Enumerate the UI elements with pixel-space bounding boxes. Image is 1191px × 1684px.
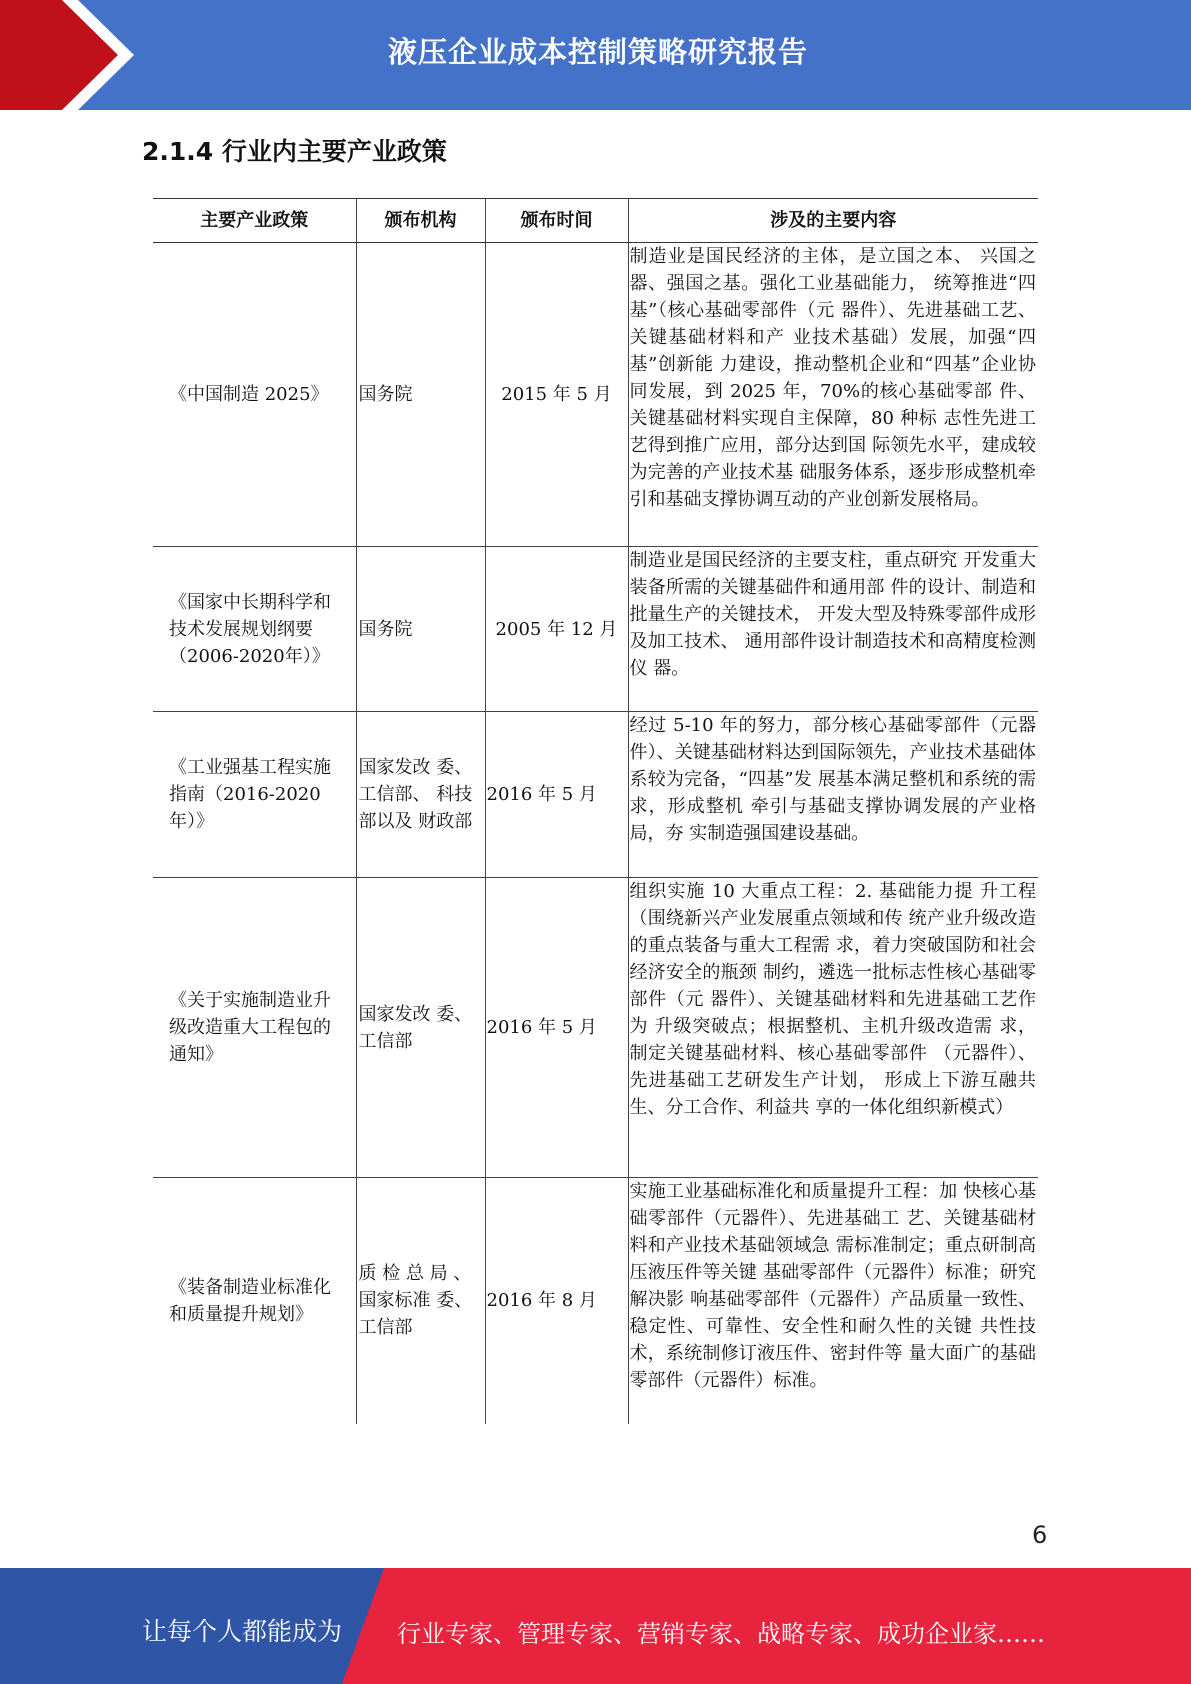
table-header-row xyxy=(153,199,1038,243)
table-row xyxy=(153,712,1038,878)
policy-content: 经过 5-10 年的努力，部分核心基础零部件（元器件）、关键基础材料达到国际领先，产业技术基础体系较为完备，“四基”发 展基本满足整机和系统的需求，形成整机 牵引与基础支撑协调发展的产业格局，夯 实制造强国建设基础。 xyxy=(628,712,1038,878)
issue-date: 2016 年 8 月 xyxy=(485,1178,628,1424)
issue-date: 2016 年 5 月 xyxy=(485,878,628,1178)
issuing-org: 国家发改 委、工信部 xyxy=(356,878,485,1178)
footer-slogan-right: 行业专家、管理专家、营销专家、战略专家、成功企业家…… xyxy=(397,1620,1045,1648)
policy-name: 《工业强基工程实施指南（2016-2020年）》 xyxy=(153,712,356,878)
issue-date: 2016 年 5 月 xyxy=(485,712,628,878)
header-chevron-decoration xyxy=(0,0,150,110)
table-row xyxy=(153,878,1038,1178)
policy-content: 制造业是国民经济的主要支柱，重点研究 开发重大装备所需的关键基础件和通用部 件的设计、制造和批量生产的关键技术， 开发大型及特殊零部件成形及加工技术、 通用部件设计制造技术和高精度检测仪 器。 xyxy=(628,547,1038,712)
policy-name: 《装备制造业标准化和质量提升规划》 xyxy=(169,1276,331,1325)
policy-content: 实施工业基础标准化和质量提升工程：加 快核心基础零部件（元器件）、先进基础工 艺、关键基础材料和产业技术基础领域急 需标准制定；重点研制高压液压件等关键 基础零部件（元器件）标准；研究解决影 响基础零部件（元器件）产品质量一致性、 稳定性、可靠性、安全性和耐久性的关键 共性技术，系统制修订液压件、密封件等 量大面广的基础零部件（元器件）标准。 xyxy=(628,1178,1038,1424)
issuing-org: 国务院 xyxy=(356,547,485,712)
issuing-org: 质 检 总 局 、国家标准 委、工信部 xyxy=(356,1178,485,1424)
issue-date: 2005 年 12 月 xyxy=(485,547,628,712)
table-row xyxy=(153,547,1038,712)
policy-content: 组织实施 10 大重点工程：2. 基础能力提 升工程（围绕新兴产业发展重点领域和传 统产业升级改造的重点装备与重大工程需 求，着力突破国防和社会经济安全的瓶颈 制约，遴选一批标志性核心基础零部件（元 器件）、关键基础材料和先进基础工艺作为 升级突破点；根据整机、主机升级改造需 求，制定关键基础材料、核心基础零部件 （元器件）、先进基础工艺研发生产计划， 形成上下游互融共生、分工合作、利益共 享的一体化组织新模式） xyxy=(628,878,1038,1178)
footer-slogan-left: 让每个人都能成为 xyxy=(142,1617,343,1646)
section-heading: 2.1.4 行业内主要产业政策 xyxy=(142,137,447,166)
issuing-org: 国家发改 委、工信部、 科技部以及 财政部 xyxy=(356,712,485,878)
policy-name: 《中国制造 2025》 xyxy=(153,243,356,547)
policy-name: 《国家中长期科学和技术发展规划纲要（2006-2020年）》 xyxy=(153,547,356,712)
column-header-content: 涉及的主要内容 xyxy=(628,199,1038,243)
table-row xyxy=(153,243,1038,547)
column-header-date: 颁布时间 xyxy=(485,199,628,243)
column-header-org: 颁布机构 xyxy=(356,199,485,243)
table-row xyxy=(153,1178,1038,1424)
document-title: 液压企业成本控制策略研究报告 xyxy=(388,35,809,69)
issue-date: 2015 年 5 月 xyxy=(485,243,628,547)
issuing-org: 国务院 xyxy=(356,243,485,547)
page-number: 6 xyxy=(1032,1521,1048,1549)
page-footer xyxy=(0,1568,1191,1684)
policy-content: 制造业是国民经济的主体，是立国之本、 兴国之器、强国之基。强化工业基础能力， 统筹推进“四基”（核心基础零部件（元 器件）、先进基础工艺、关键基础材料和产 业技术基础）发展，加强“四基”创新能 力建设，推动整机企业和“四基”企业协 同发展，到 2025 年，70%的核心基础零部 件、关键基础材料实现自主保障，80 种标 志性先进工艺得到推广应用，部分达到国 际领先水平，建成较为完善的产业技术基 础服务体系，逐步形成整机牵引和基础支撑协调互动的产业创新发展格局。 xyxy=(628,243,1038,547)
policy-name: 《关于实施制造业升级改造重大工程包的通知》 xyxy=(153,878,356,1178)
column-header-policy: 主要产业政策 xyxy=(153,199,356,243)
policy-table xyxy=(153,198,1038,1424)
page-header xyxy=(0,0,1191,110)
